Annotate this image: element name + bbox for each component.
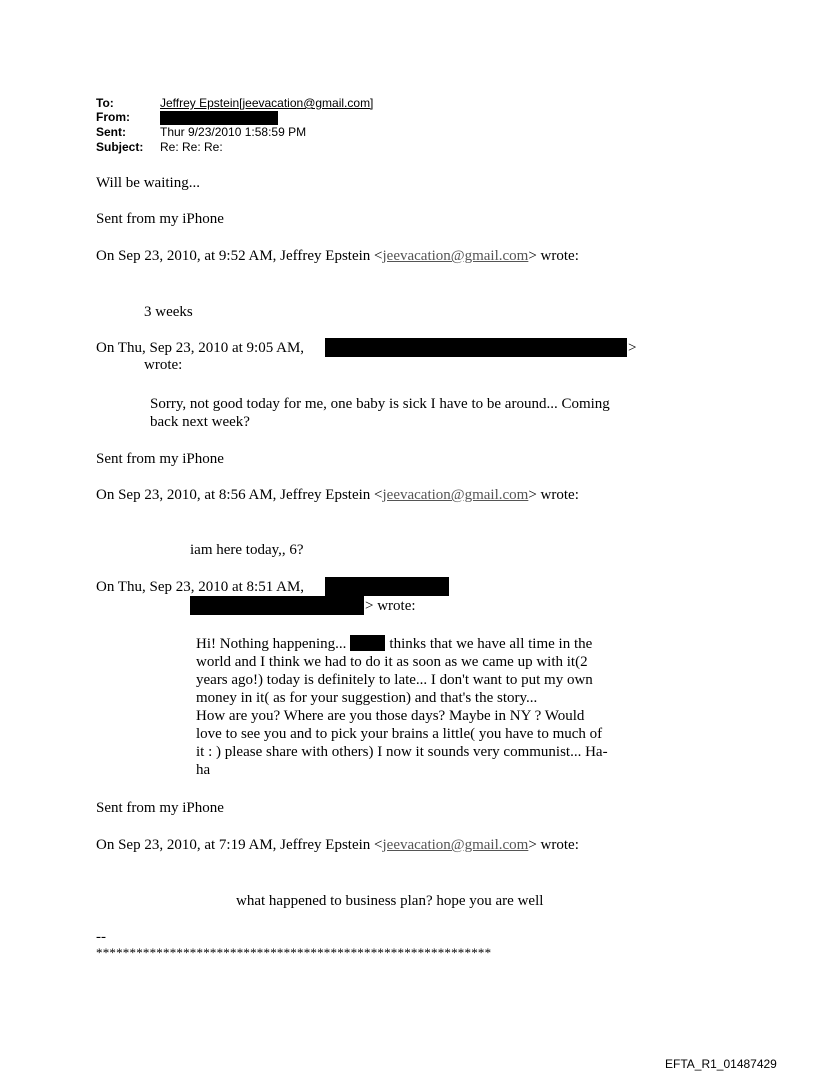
message-line: Hi! Nothing happening... thinks that we have all time in the: [196, 636, 593, 652]
email-link[interactable]: jeevacation@gmail.com: [382, 487, 529, 503]
subject-label: Subject:: [96, 140, 144, 154]
quote-header: On Sep 23, 2010, at 9:52 AM, Jeffrey Epstein <jeevacation@gmail.com> wrote:: [96, 248, 579, 264]
signature-dashes: --: [96, 929, 106, 945]
quote-header: On Thu, Sep 23, 2010 at 9:05 AM,: [96, 340, 305, 356]
quote-wrote: > wrote:: [365, 598, 416, 614]
message-line: love to see you and to pick your brains a little( you have to much of: [196, 726, 603, 742]
signature: Sent from my iPhone: [96, 211, 224, 227]
message-body: what happened to business plan? hope you are well: [236, 893, 544, 909]
quote-header: On Sep 23, 2010, at 8:56 AM, Jeffrey Epstein <jeevacation@gmail.com> wrote:: [96, 487, 579, 503]
quote-header: On Sep 23, 2010, at 7:19 AM, Jeffrey Epstein <jeevacation@gmail.com> wrote:: [96, 837, 579, 853]
document-id: EFTA_R1_01487429: [665, 1057, 777, 1071]
message-line: it : ) please share with others) I now it sounds very communist... Ha-: [196, 744, 608, 760]
stars-divider: ***********************************************************: [96, 945, 492, 960]
sent-value: Thur 9/23/2010 1:58:59 PM: [160, 125, 307, 139]
message-line: years ago!) today is definitely to late... I don't want to put my own: [196, 672, 593, 688]
quote-gt: >: [628, 340, 637, 356]
from-label: From:: [96, 110, 130, 124]
redaction-sender: [325, 577, 449, 596]
message-body: Will be waiting...: [96, 175, 200, 191]
message-line: back next week?: [150, 414, 250, 430]
message-line: money in it( as for your suggestion) and that's the story...: [196, 690, 538, 706]
to-value[interactable]: Jeffrey Epstein[jeevacation@gmail.com]: [160, 96, 374, 110]
email-link[interactable]: jeevacation@gmail.com: [382, 248, 529, 264]
message-line: ha: [196, 762, 211, 778]
quote-header: On Thu, Sep 23, 2010 at 8:51 AM,: [96, 579, 305, 595]
message-body: iam here today,, 6?: [190, 542, 304, 558]
redaction-from: [160, 111, 278, 125]
redaction-name: [350, 635, 385, 651]
signature: Sent from my iPhone: [96, 800, 224, 816]
sent-label: Sent:: [96, 125, 126, 139]
subject-value: Re: Re: Re:: [160, 140, 223, 154]
message-line: world and I think we had to do it as soon as we came up with it(2: [196, 654, 588, 670]
message-line: How are you? Where are you those days? Maybe in NY ? Would: [196, 708, 585, 724]
signature: Sent from my iPhone: [96, 451, 224, 467]
redaction-sender-email: [190, 596, 364, 615]
message-body: 3 weeks: [144, 304, 193, 320]
redaction-sender: [325, 338, 627, 357]
quote-wrote: wrote:: [144, 357, 183, 373]
email-link[interactable]: jeevacation@gmail.com: [382, 837, 529, 853]
message-line: Sorry, not good today for me, one baby is sick I have to be around... Coming: [150, 396, 610, 412]
to-label: To:: [96, 96, 114, 110]
